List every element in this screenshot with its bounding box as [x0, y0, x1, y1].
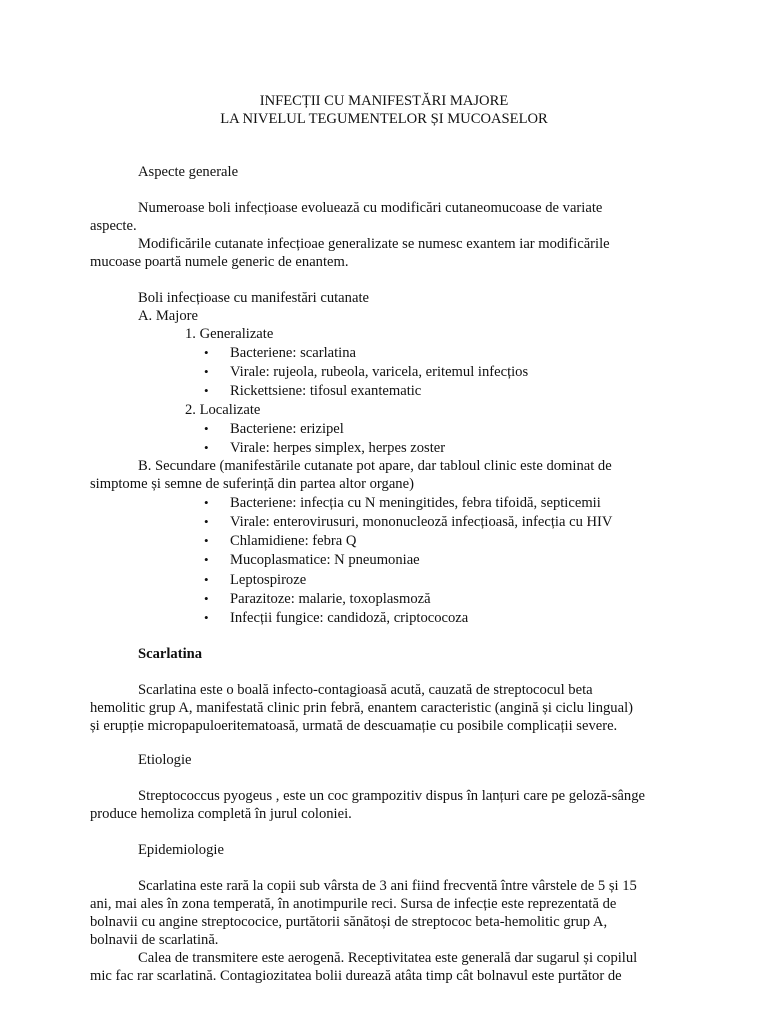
bullet-icon: •	[204, 440, 209, 455]
section-a-majore: A. Majore	[138, 308, 198, 324]
paragraph-line: simptome și semne de suferință din partea altor organe)	[90, 476, 414, 492]
title-line-2: LA NIVELUL TEGUMENTELOR ȘI MUCOASELOR	[220, 111, 548, 127]
heading-etiologie: Etiologie	[138, 752, 192, 768]
paragraph-line: Streptococcus pyogeus , este un coc grampozitiv dispus în lanțuri care pe geloză-sânge	[138, 788, 645, 804]
title-line-1: INFECȚII CU MANIFESTĂRI MAJORE	[259, 93, 509, 109]
paragraph-line: bolnavii de scarlatină.	[90, 932, 219, 948]
paragraph-line: aspecte.	[90, 218, 137, 234]
document-page: INFECȚII CU MANIFESTĂRI MAJORE LA NIVELUL TEGUMENTELOR ȘI MUCOASELOR Aspecte generale Numeroase boli infecțioase evoluează cu modificări cutaneomucoase de variate aspecte. Modificările cutanate infecțioae generalizate se numesc exantem iar modificările mucoase poartă numele generic de enantem. Boli infecțioase cu manifestări cutanate A. Majore 1. Generalizate • Bacteriene: scarlatina • Virale: rujeola, rubeola, varicela, eritemul infecțios • Rickettsiene: tifosul exantematic 2. Localizate • Bacteriene: erizipel • Virale: herpes simplex, herpes zoster B. Secundare (manifestările cutanate pot apare, dar tabloul clinic este dominat de simptome și semne de suferință din partea altor organe) • Bacteriene: infecția cu N meningitides, febra tifoidă, septicemii • Virale: enterovirusuri, mononucleoză infecțioasă, infecția cu HIV • Chlamidiene: febra Q • Mucoplasmatice: N pneumoniae • Leptospiroze • Parazitoze: malarie, toxoplasmoză • Infecții fungice: candidoză, criptococoza Scarlatina Scarlatina este o boală infecto-contagioasă acută, cauzată de streptococul beta hemolitic grup A, manifestată clinic prin febră, enantem caracteristic (angină și ciclu lingual) și erupție micropapuloeritematoasă, urmată de descuamație cu posibile complicații severe. Etiologie Streptococcus pyogeus , este un coc grampozitiv dispus în lanțuri care pe geloză-sânge produce hemoliza completă în jurul coloniei. Epidemiologie Scarlatina este rară la copii sub vârsta de 3 ani fiind frecventă între vârstele de 5 și 15 ani, mai ales în zona temperată, în anotimpurile reci. Sursa de infecție este reprezentată de bolnavii cu angine streptococice, purtătorii sănătoși de streptococ beta-hemolitic grup A, bolnavii de scarlatină. Calea de transmitere este aerogenă. Receptivitatea este generală dar sugarul și copilul mic fac rar scarlatină. Contagiozitatea bolii durează atâta timp cât bolnavul este purtător de	[0, 0, 768, 1024]
heading-scarlatina: Scarlatina	[138, 646, 203, 662]
bullet-icon: •	[204, 495, 209, 510]
bullet-icon: •	[204, 383, 209, 398]
paragraph-line: Numeroase boli infecțioase evoluează cu modificări cutaneomucoase de variate	[138, 200, 603, 216]
heading-boli-cutanate: Boli infecțioase cu manifestări cutanate	[138, 290, 369, 306]
bullet-icon: •	[204, 610, 209, 625]
bullet-icon: •	[204, 533, 209, 548]
heading-aspecte-generale: Aspecte generale	[138, 164, 239, 180]
paragraph-line: Scarlatina este rară la copii sub vârsta de 3 ani fiind frecventă între vârstele de 5 și 15	[138, 878, 637, 894]
paragraph-line: ani, mai ales în zona temperată, în anotimpurile reci. Sursa de infecție este reprezentată de	[90, 896, 617, 912]
paragraph-line: Modificările cutanate infecțioae generalizate se numesc exantem iar modificările	[138, 236, 610, 252]
paragraph-line: Calea de transmitere este aerogenă. Receptivitatea este generală dar sugarul și copilul	[138, 950, 638, 966]
paragraph-line: mic fac rar scarlatină. Contagiozitatea bolii durează atâta timp cât bolnavul este purtător de	[90, 968, 622, 984]
paragraph-line: hemolitic grup A, manifestată clinic prin febră, enantem caracteristic (angină și ciclu lingual)	[90, 700, 633, 716]
paragraph-line: mucoase poartă numele generic de enantem.	[90, 254, 349, 270]
subsection-localizate: 2. Localizate	[185, 402, 261, 418]
bullet-icon: •	[204, 591, 209, 606]
bullet-icon: •	[204, 345, 209, 360]
bullet-icon: •	[204, 552, 209, 567]
paragraph-line: și erupție micropapuloeritematoasă, urmată de descuamație cu posibile complicații severe.	[90, 718, 618, 734]
section-b-secundare: B. Secundare (manifestările cutanate pot apare, dar tabloul clinic este dominat de	[138, 458, 612, 474]
heading-epidemiologie: Epidemiologie	[138, 842, 224, 858]
bullet-icon: •	[204, 572, 209, 587]
paragraph-line: Scarlatina este o boală infecto-contagioasă acută, cauzată de streptococul beta	[138, 682, 593, 698]
paragraph-line: produce hemoliza completă în jurul coloniei.	[90, 806, 352, 822]
subsection-generalizate: 1. Generalizate	[185, 326, 274, 342]
bullet-icon: •	[204, 514, 209, 529]
paragraph-line: bolnavii cu angine streptococice, purtătorii sănătoși de streptococ beta-hemolitic grup A,	[90, 914, 608, 930]
bullet-icon: •	[204, 364, 209, 379]
bullet-icon: •	[204, 421, 209, 436]
